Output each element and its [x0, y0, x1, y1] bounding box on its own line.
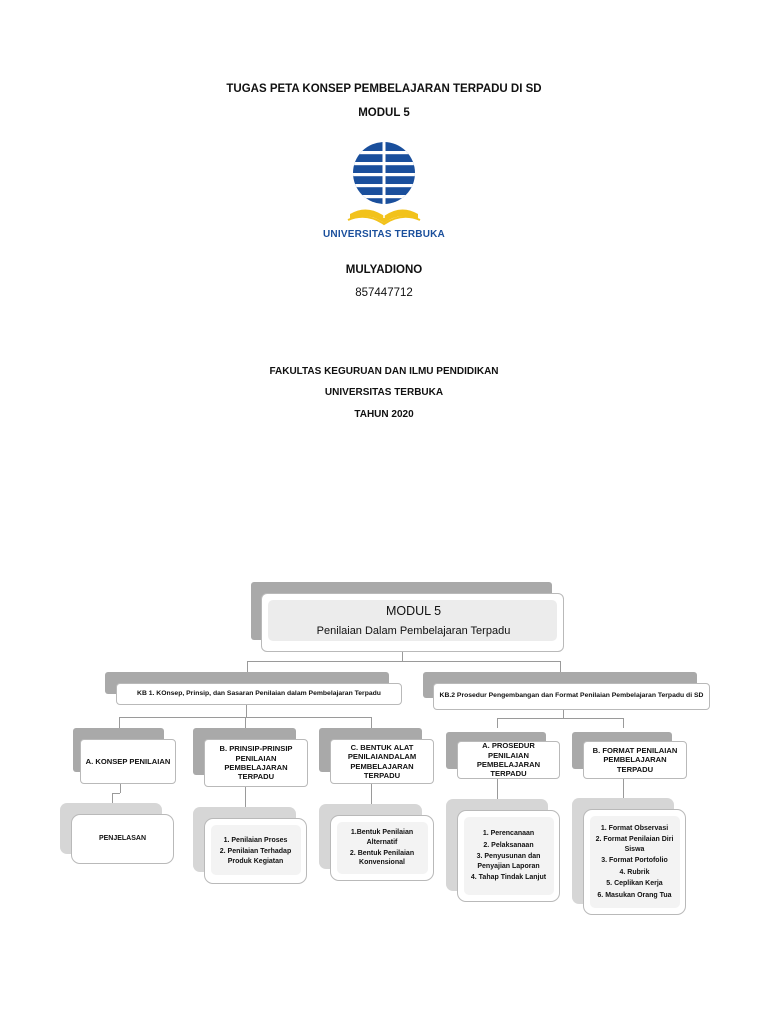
logo-wordmark: UNIVERSITAS TERBUKA — [323, 229, 445, 240]
detail-prinsip — [204, 818, 307, 884]
kb2-child-b: B. FORMAT PENILAIAN PEMBELAJARAN TERPADU — [583, 741, 687, 779]
root-title: MODUL 5 — [385, 604, 442, 618]
kb2-child-a: A. PROSEDUR PENILAIAN PEMBELAJARAN TERPADU — [457, 741, 560, 779]
university-logo — [318, 140, 450, 244]
author-name: MULYADIONO — [345, 264, 423, 276]
detail-format-item: 3. Format Portofolio — [601, 857, 668, 865]
detail-format-item: 1. Format Observasi — [600, 824, 669, 832]
detail-prosedur-item: 4. Tahap Tindak Lanjut — [470, 874, 547, 882]
student-id: 857447712 — [355, 287, 413, 299]
university-name: UNIVERSITAS TERBUKA — [324, 387, 444, 398]
module-heading: MODUL 5 — [358, 107, 410, 119]
detail-prosedur-item: 1. Perencanaan — [482, 830, 535, 838]
kb2-node: KB.2 Prosedur Pengembangan dan Format Penilaian Pembelajaran Terpadu di SD — [433, 683, 710, 710]
kb1-child-a: A. KONSEP PENILAIAN — [80, 739, 176, 784]
root-node — [261, 593, 564, 652]
detail-format — [583, 809, 686, 915]
kb1-child-c: C. BENTUK ALAT PENILAIANDALAM PEMBELAJARAN TERPADU — [330, 739, 434, 784]
kb1-node: KB 1. KOnsep, Prinsip, dan Sasaran Penilaian dalam Pembelajaran Terpadu — [116, 683, 402, 705]
detail-prosedur — [457, 810, 560, 902]
detail-bentuk-item: 2. Bentuk Penilaian Konvensional — [349, 850, 415, 867]
detail-format-item: 2. Format Penilaian Diri Siswa — [595, 836, 674, 853]
detail-prosedur-item: 3. Penyusunan dan Penyajian Laporan — [476, 853, 541, 870]
detail-bentuk — [330, 815, 434, 881]
faculty-name: FAKULTAS KEGURUAN DAN ILMU PENDIDIKAN — [269, 366, 499, 377]
detail-prosedur-item: 2. Pelaksanaan — [483, 841, 534, 849]
detail-prinsip-item: 1. Penilaian Proses — [223, 836, 288, 844]
detail-format-item: 6. Masukan Orang Tua — [597, 891, 672, 899]
document-title: TUGAS PETA KONSEP PEMBELAJARAN TERPADU DI SD — [226, 83, 542, 95]
detail-konsep-text: PENJELASAN — [98, 835, 147, 843]
detail-konsep — [71, 814, 174, 864]
kb1-child-b: B. PRINSIP-PRINSIP PENILAIAN PEMBELAJARAN TERPADU — [204, 739, 308, 787]
detail-prinsip-item: 2. Penilaian Terhadap Produk Kegiatan — [219, 848, 292, 865]
year-label: TAHUN 2020 — [354, 409, 414, 420]
detail-format-item: 5. Ceplikan Kerja — [606, 880, 663, 888]
detail-format-item: 4. Rubrik — [619, 868, 650, 876]
root-subtitle: Penilaian Dalam Pembelajaran Terpadu — [316, 625, 511, 637]
detail-bentuk-item: 1.Bentuk Penilaian Alternatif — [350, 829, 414, 846]
